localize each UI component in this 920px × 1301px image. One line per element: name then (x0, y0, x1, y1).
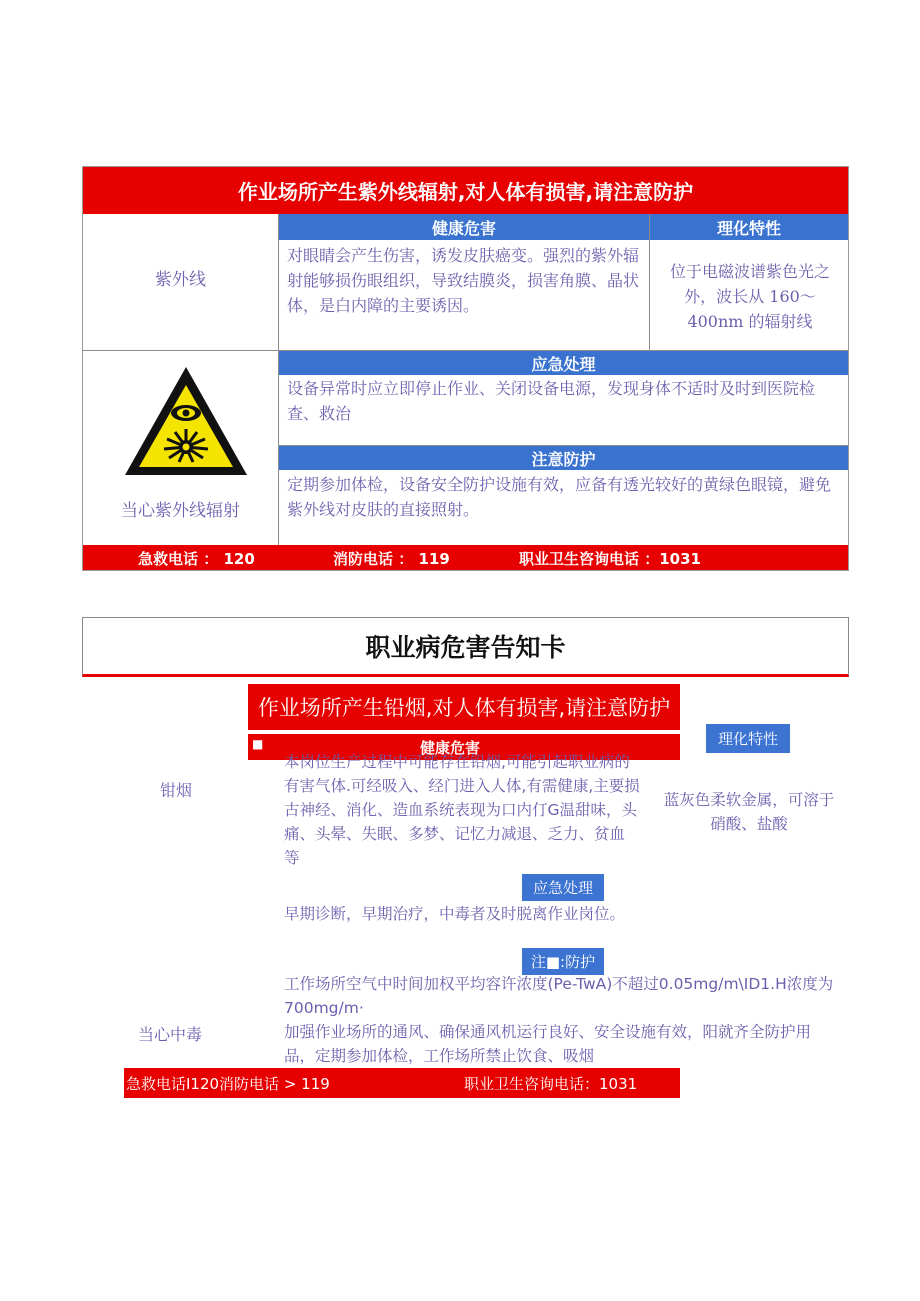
lead-card-footer (124, 1068, 680, 1098)
divider (278, 214, 279, 545)
uv-card-title: 作业场所产生紫外线辐射,对人体有损害,请注意防护 (83, 167, 848, 214)
uv-warning-sign-icon (121, 363, 251, 481)
health-hazard-header: 健康危害 (279, 214, 649, 240)
protection-header: 注意防护 (279, 446, 848, 470)
protection-text-measures: 加强作业场所的通风、确保通风机运行良好、安全设施有效，阳就齐全防护用品，定期参加体检，工作场所禁止饮食、吸烟 (284, 1023, 812, 1065)
protection-text: 定期参加体检，设备安全防护设施有效，应备有透光较好的黄绿色眼镜，避免紫外线对皮肤的直接照射。 (287, 475, 832, 519)
sign-caption: 当心紫外线辐射 (121, 501, 240, 521)
protection-header: 注■:防护 (522, 948, 604, 975)
health-hazard-header: 健康危害 (420, 739, 481, 757)
emergency-text: 设备异常时应立即停止作业、关闭设备电源，发现身体不适时及时到医院检查、救治 (287, 379, 816, 423)
emergency-header: 应急处理 (522, 874, 604, 901)
sign-caption: 当心中毒 (138, 1025, 203, 1044)
consult-phone: 职业卫生咨询电话 ：1031 (519, 550, 701, 568)
physchem-header: 理化特性 (650, 214, 848, 240)
health-hazard-text: 本岗位生产过程中可能存在铅烟,可能引起职业病的有害气体.可经吸入、经门进入人体,有需健康,主要损古神经、消化、造血系统表现为口内仃G温甜味，头痛、头晕、失眠、多梦、记忆力减退、乏力、贫血等 (284, 753, 640, 867)
physchem-text: 位于电磁波谱紫色光之外，波长从 160～400nm 的辐射线 (669, 262, 830, 331)
lead-card-title: 作业场所产生铅烟,对人体有损害,请注意防护 (248, 684, 680, 730)
emergency-phones: 急救电话I120消防电话 > 119 (126, 1075, 330, 1093)
emergency-header: 应急处理 (279, 351, 848, 375)
first-aid-phone: 急救电话 ： 120 (138, 550, 255, 568)
uv-card-footer (83, 545, 848, 570)
protection-text-limit: 工作场所空气中时间加权平均容许浓度(Pe-TwA)不超过0.05mg∕m\ID1.H浓度为700mg∕m· (284, 975, 834, 1017)
uv-notice-card (82, 166, 849, 571)
notice-card-heading: 职业病危害告知卡 (82, 617, 849, 677)
consult-phone: 职业卫生咨询电话：1031 (464, 1075, 638, 1093)
fire-phone: 消防电话 ： 119 (333, 550, 450, 568)
emergency-text: 早期诊断，早期治疗，中毒者及时脱离作业岗位。 (284, 905, 626, 923)
hazard-name: 钳烟 (160, 781, 193, 800)
bullet-icon: ■ (252, 737, 264, 751)
health-hazard-text: 对眼睛会产生伤害，诱发皮肤癌变。强烈的紫外辐射能够损伤眼组织，导致结膜炎，损害角膜、晶状体，是白内障的主要诱因。 (287, 246, 640, 315)
physchem-text: 蓝灰色柔软金属，可溶于硝酸、盐酸 (663, 791, 835, 833)
physchem-header: 理化特性 (706, 724, 790, 753)
hazard-name: 紫外线 (155, 270, 206, 290)
